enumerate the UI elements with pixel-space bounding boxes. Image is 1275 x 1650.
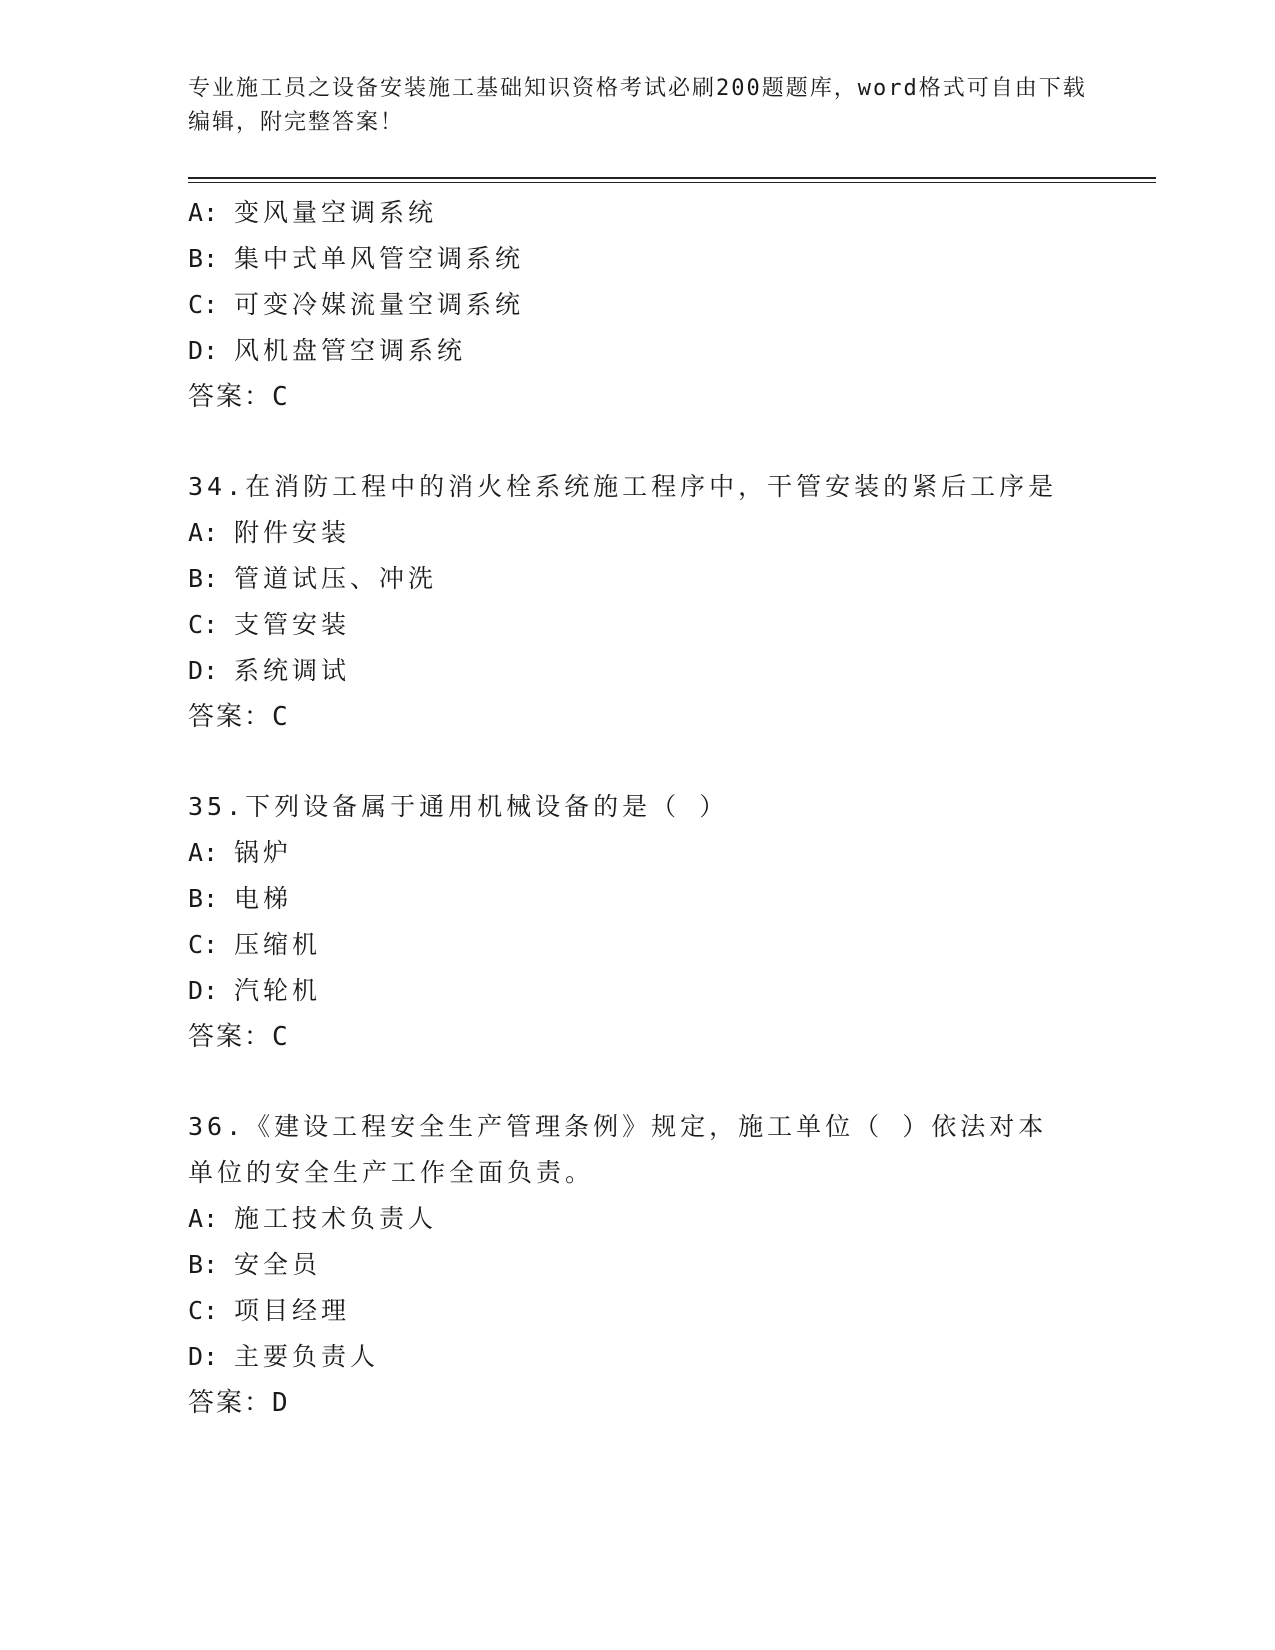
option-text: 锅炉 xyxy=(234,838,293,867)
option-letter: B: xyxy=(188,884,219,913)
question-35 xyxy=(188,784,1088,1060)
option-a xyxy=(188,830,1088,876)
answer-value: C xyxy=(272,702,290,732)
option-letter: C: xyxy=(188,290,219,319)
option-d xyxy=(188,328,1088,374)
question-stem: 36.《建设工程安全生产管理条例》规定，施工单位（ ）依法对本单位的安全生产工作全面负责。 xyxy=(188,1112,1048,1187)
document-header: 专业施工员之设备安装施工基础知识资格考试必刷200题题库，word格式可自由下载编辑，附完整答案！ xyxy=(188,76,1087,135)
option-letter: B: xyxy=(188,1250,219,1279)
option-letter: A: xyxy=(188,838,219,867)
header-rule-thin xyxy=(188,182,1156,183)
option-b xyxy=(188,876,1088,922)
option-text: 集中式单风管空调系统 xyxy=(234,244,525,273)
option-text: 汽轮机 xyxy=(234,976,322,1005)
option-text: 变风量空调系统 xyxy=(234,198,438,227)
answer-line xyxy=(188,374,1088,420)
option-text: 风机盘管空调系统 xyxy=(234,336,467,365)
option-letter: D: xyxy=(188,1342,219,1371)
option-text: 支管安装 xyxy=(234,610,351,639)
option-c xyxy=(188,282,1088,328)
question-36 xyxy=(188,1104,1088,1426)
question-34 xyxy=(188,464,1088,740)
option-c xyxy=(188,602,1088,648)
option-a xyxy=(188,190,1088,236)
answer-label: 答案： xyxy=(188,382,273,412)
answer-label: 答案： xyxy=(188,702,273,732)
option-letter: C: xyxy=(188,610,219,639)
option-letter: A: xyxy=(188,198,219,227)
answer-line xyxy=(188,694,1088,740)
option-b xyxy=(188,1242,1088,1288)
option-text: 附件安装 xyxy=(234,518,351,547)
option-letter: B: xyxy=(188,244,219,273)
option-letter: C: xyxy=(188,1296,219,1325)
option-b xyxy=(188,236,1088,282)
option-a xyxy=(188,1196,1088,1242)
option-text: 系统调试 xyxy=(234,656,351,685)
option-text: 项目经理 xyxy=(234,1296,351,1325)
answer-label: 答案： xyxy=(188,1388,273,1418)
question-33-continued xyxy=(188,190,1088,420)
answer-value: C xyxy=(272,382,290,412)
header-rule-thick xyxy=(188,177,1156,179)
option-letter: D: xyxy=(188,976,219,1005)
option-text: 施工技术负责人 xyxy=(234,1204,438,1233)
option-c xyxy=(188,1288,1088,1334)
answer-label: 答案： xyxy=(188,1022,273,1052)
option-b xyxy=(188,556,1088,602)
option-letter: C: xyxy=(188,930,219,959)
option-text: 压缩机 xyxy=(234,930,322,959)
option-a xyxy=(188,510,1088,556)
option-letter: D: xyxy=(188,336,219,365)
question-stem: 34.在消防工程中的消火栓系统施工程序中，干管安装的紧后工序是 xyxy=(188,472,1058,501)
answer-line xyxy=(188,1380,1088,1426)
option-text: 可变冷媒流量空调系统 xyxy=(234,290,525,319)
option-text: 主要负责人 xyxy=(234,1342,380,1371)
option-letter: D: xyxy=(188,656,219,685)
option-text: 安全员 xyxy=(234,1250,322,1279)
option-text: 管道试压、冲洗 xyxy=(234,564,438,593)
answer-value: D xyxy=(272,1388,290,1418)
option-c xyxy=(188,922,1088,968)
option-text: 电梯 xyxy=(234,884,293,913)
answer-line xyxy=(188,1014,1088,1060)
option-d xyxy=(188,648,1088,694)
option-d xyxy=(188,1334,1088,1380)
option-letter: B: xyxy=(188,564,219,593)
document-content xyxy=(188,190,1088,1426)
option-d xyxy=(188,968,1088,1014)
option-letter: A: xyxy=(188,1204,219,1233)
question-stem: 35.下列设备属于通用机械设备的是（ ） xyxy=(188,792,729,821)
answer-value: C xyxy=(272,1022,290,1052)
option-letter: A: xyxy=(188,518,219,547)
